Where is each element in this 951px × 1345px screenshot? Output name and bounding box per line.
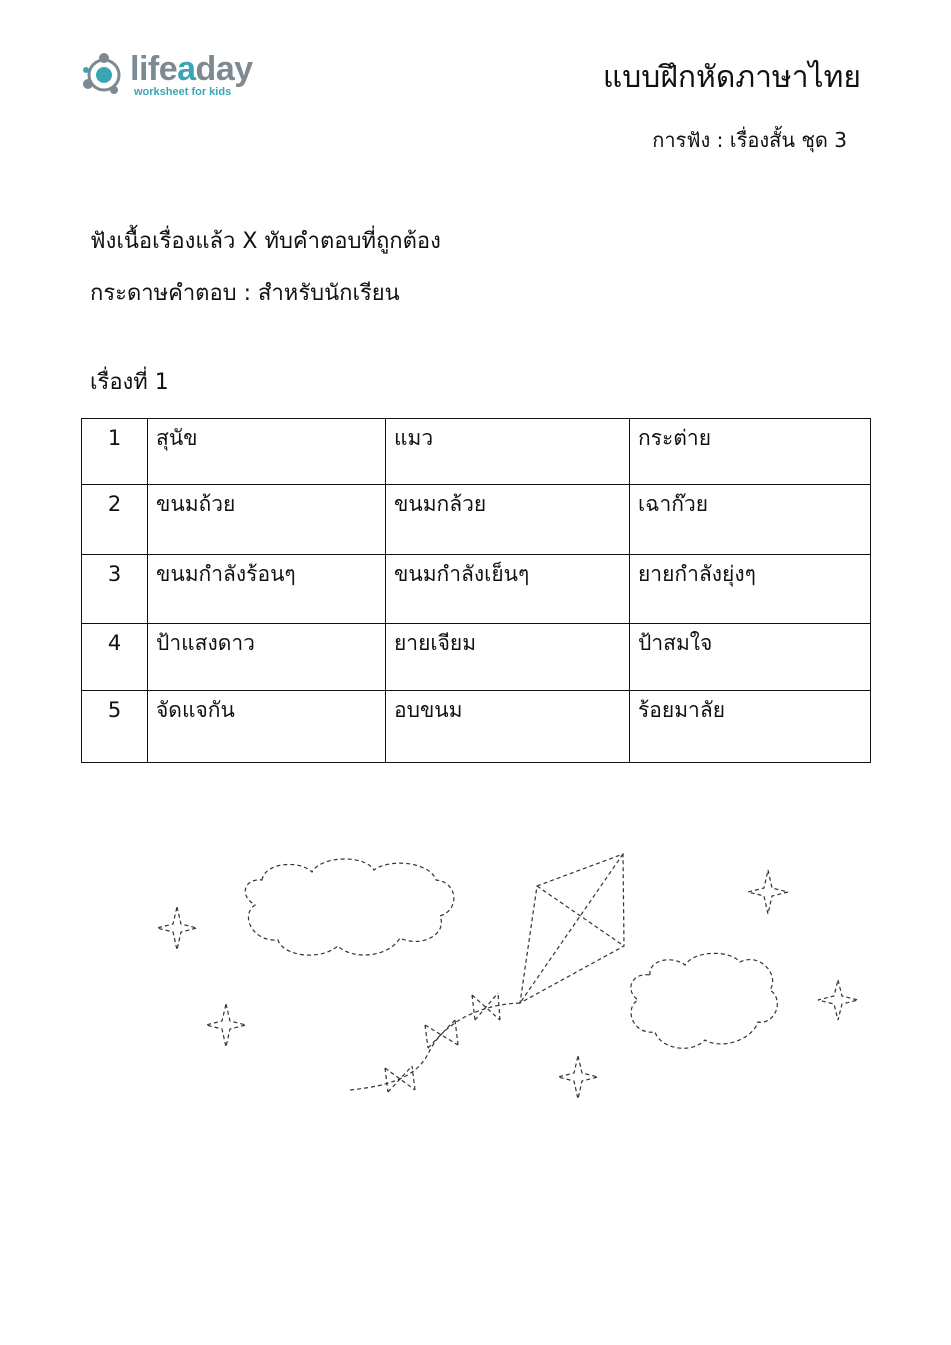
kite-icon: [520, 854, 624, 1003]
star-icon: [157, 907, 197, 950]
cloud-right-icon: [631, 953, 777, 1048]
table-row: [82, 624, 871, 691]
answer-choice[interactable]: ป้าแสงดาว: [148, 624, 386, 691]
answer-choice[interactable]: ป้าสมใจ: [630, 624, 871, 691]
table-row: [82, 691, 871, 763]
answer-sheet-label: กระดาษคำตอบ : สำหรับนักเรียน: [90, 281, 400, 306]
logo-wordmark: lifeaday: [130, 50, 253, 88]
answer-choice[interactable]: ขนมกำลังร้อนๆ: [148, 555, 386, 624]
answer-choice[interactable]: สุนัข: [148, 419, 386, 485]
star-icon: [748, 870, 788, 914]
table-row: [82, 555, 871, 624]
instruction-text: ฟังเนื้อเรื่องแล้ว X ทับคำตอบที่ถูกต้อง: [90, 229, 441, 254]
question-number: 2: [82, 485, 148, 555]
kite-string: [350, 1003, 520, 1090]
cloud-left-icon: [245, 859, 454, 955]
answer-choice[interactable]: ร้อยมาลัย: [630, 691, 871, 763]
answer-choice[interactable]: อบขนม: [386, 691, 630, 763]
question-number: 3: [82, 555, 148, 624]
star-icon: [558, 1056, 598, 1099]
answer-choice[interactable]: จัดแจกัน: [148, 691, 386, 763]
answer-choice[interactable]: ขนมถ้วย: [148, 485, 386, 555]
question-number: 1: [82, 419, 148, 485]
logo-tagline: worksheet for kids: [134, 86, 232, 98]
page-subtitle: การฟัง : เรื่องสั้น ชุด 3: [652, 128, 847, 152]
tracing-illustration: [140, 840, 880, 1110]
answer-choice[interactable]: ยายเจียม: [386, 624, 630, 691]
answer-choice[interactable]: แมว: [386, 419, 630, 485]
answer-choice[interactable]: ขนมกำลังเย็นๆ: [386, 555, 630, 624]
answer-table: [81, 418, 871, 763]
question-number: 5: [82, 691, 148, 763]
logo: [80, 48, 270, 104]
logo-mark-icon: [80, 48, 130, 104]
star-icon: [206, 1004, 246, 1047]
answer-choice[interactable]: ยายกำลังยุ่งๆ: [630, 555, 871, 624]
question-number: 4: [82, 624, 148, 691]
answer-choice[interactable]: กระต่าย: [630, 419, 871, 485]
answer-choice[interactable]: เฉาก๊วย: [630, 485, 871, 555]
table-row: [82, 485, 871, 555]
page-title: แบบฝึกหัดภาษาไทย: [602, 60, 861, 95]
story-heading: เรื่องที่ 1: [90, 370, 169, 395]
table-row: [82, 419, 871, 485]
star-icon: [818, 980, 858, 1020]
answer-choice[interactable]: ขนมกล้วย: [386, 485, 630, 555]
